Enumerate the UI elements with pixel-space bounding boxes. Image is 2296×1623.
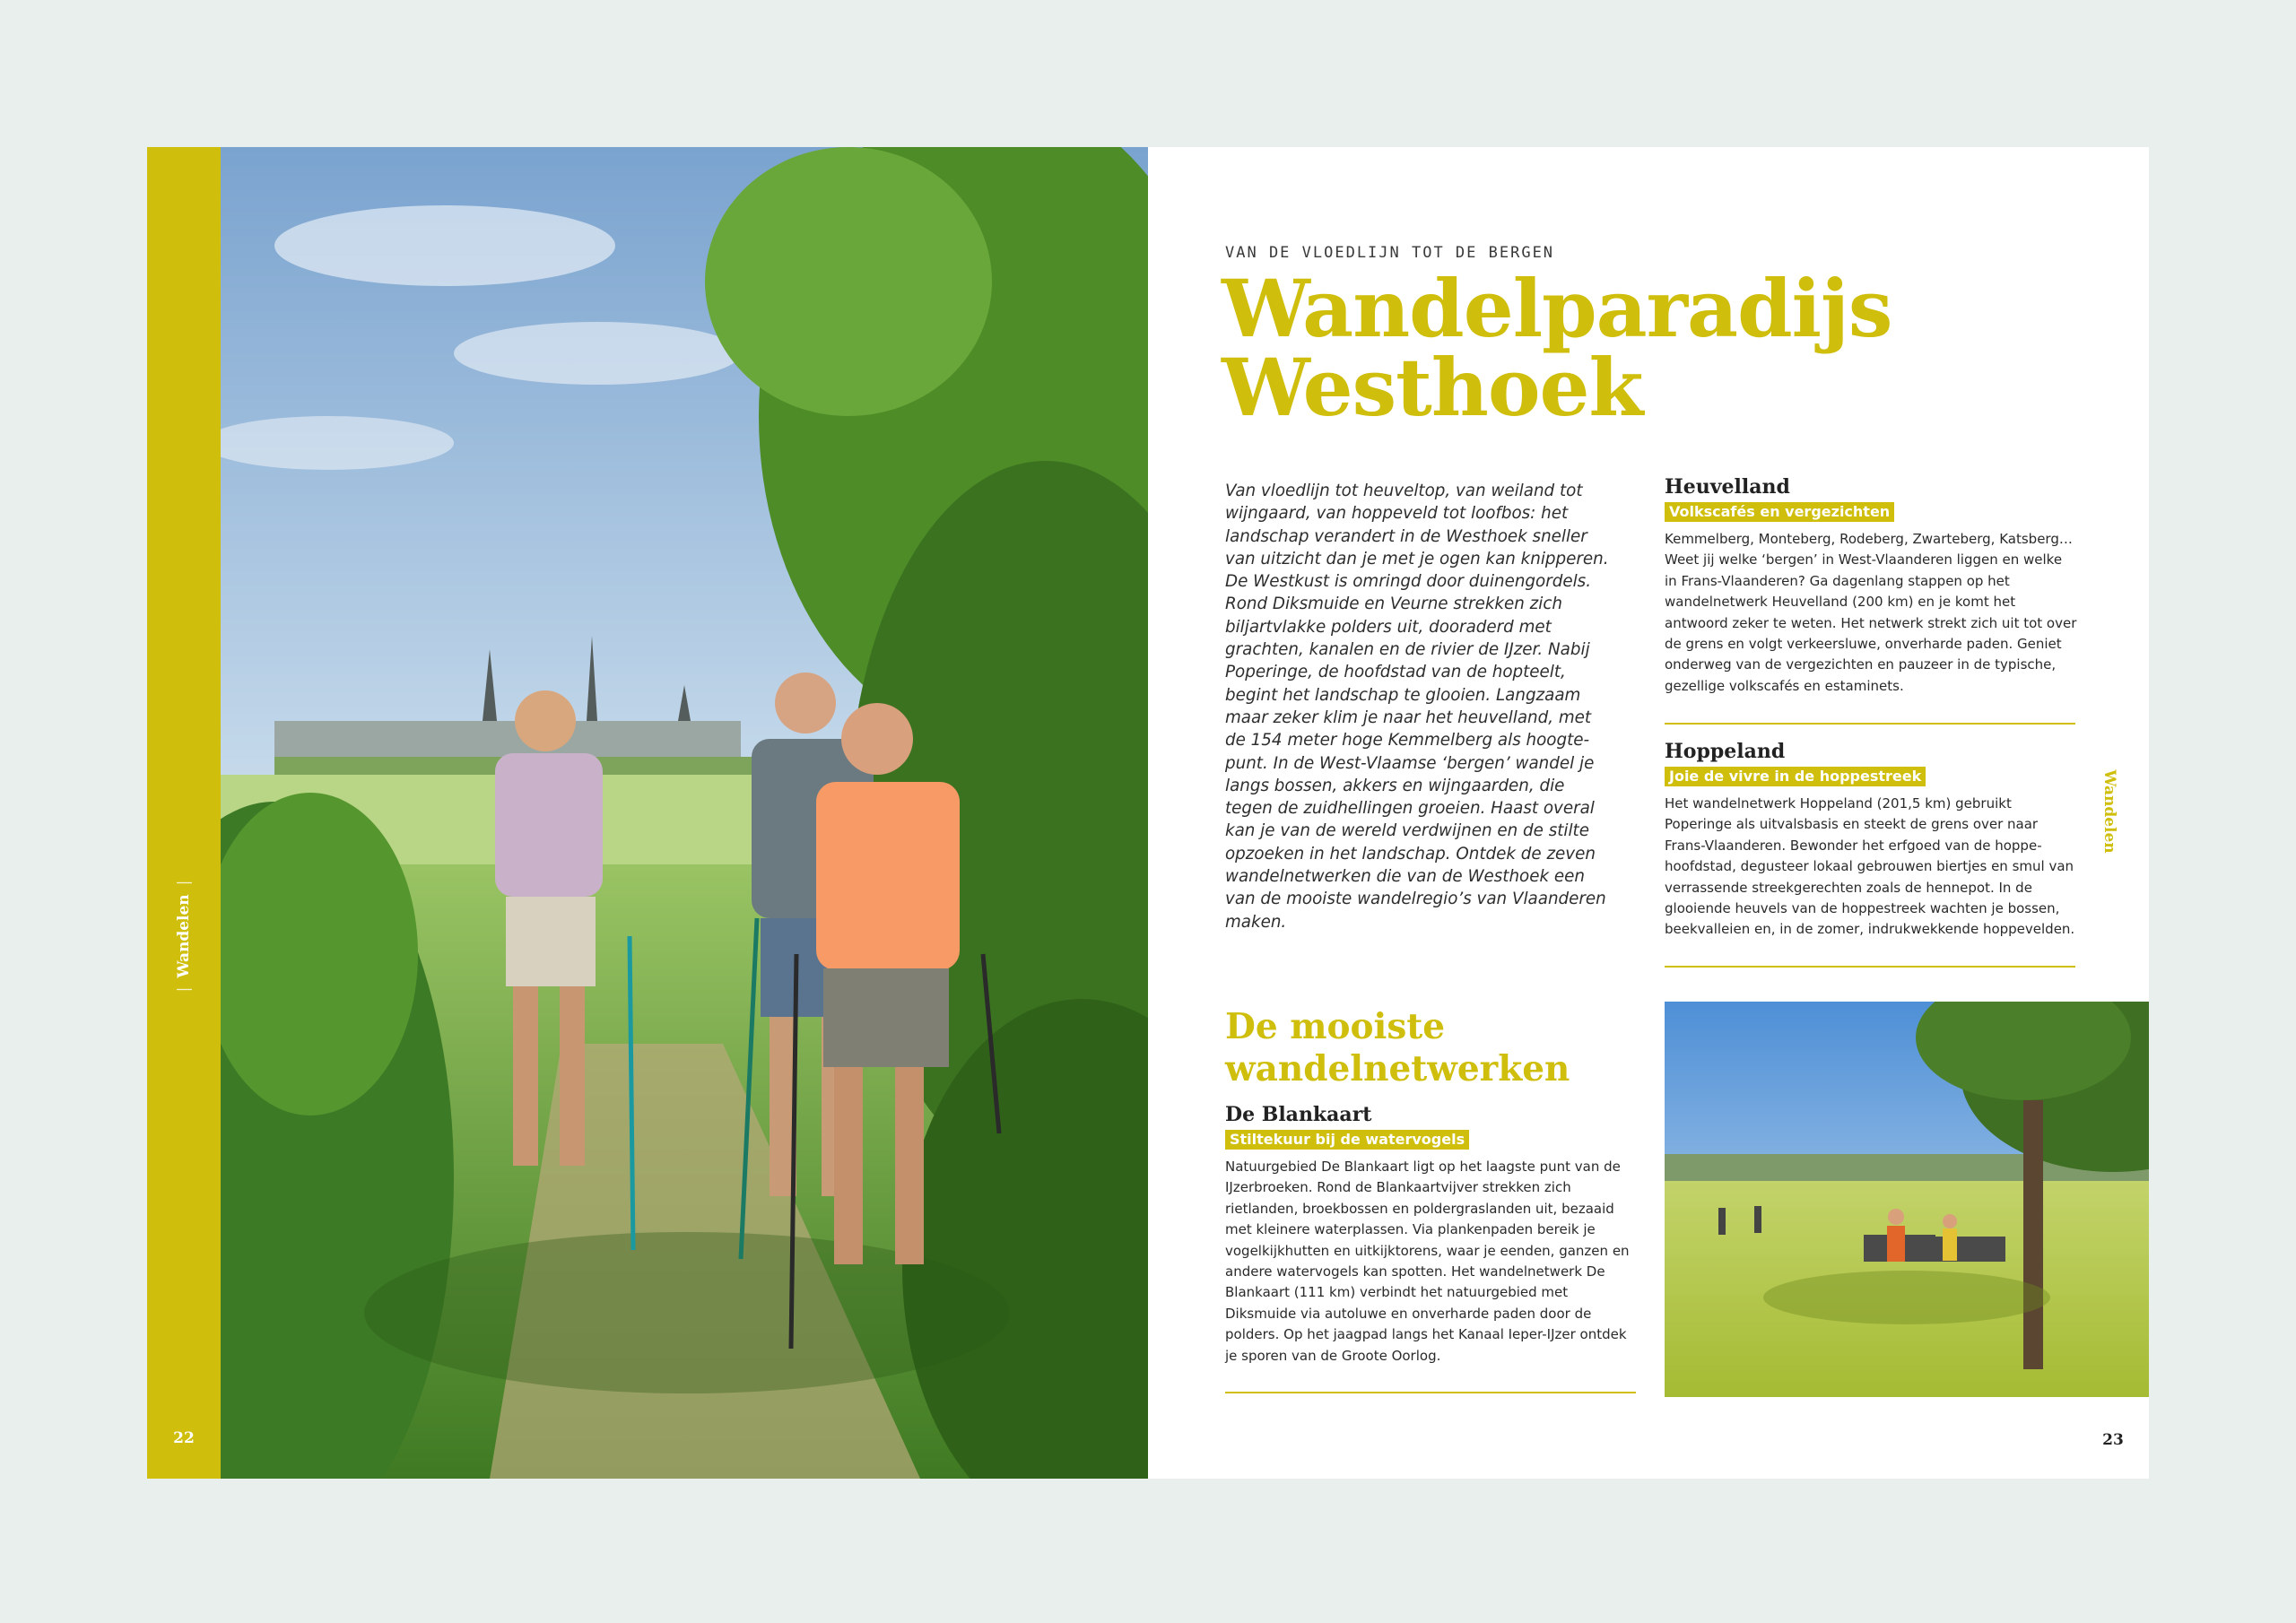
section-tab-left: |Wandelen| xyxy=(175,880,193,993)
page-number-right: 23 xyxy=(2102,1431,2124,1449)
blankaart-section xyxy=(1225,1103,1638,1367)
divider xyxy=(1665,723,2075,725)
left-page xyxy=(147,147,1148,1479)
section-tab-label: Wandelen xyxy=(175,894,193,978)
title-line-1: Wandelparadijs xyxy=(1222,262,1892,355)
section-heading-line-1: De mooiste xyxy=(1225,1006,1446,1047)
heuvelland-tagline: Volkscafés en vergezichten xyxy=(1665,502,1894,522)
hoppeland-section xyxy=(1665,740,2077,941)
heuvelland-section xyxy=(1665,475,2077,697)
section-heading xyxy=(1225,1006,1602,1090)
hoppeland-text: Het wandelnetwerk Hoppeland (201,5 km) gebruikt Poperinge als uitvalsbasis en steekt de grens over naar Frans-Vlaanderen. Bewonder het erfgoed van de hoppehoofdstad, degusteer lokaal gebrouwen biertjes en smul van verrassende streekgerechten zoals de hennepot. In de glooiende heuvels van de hoppestreek wachten je bossen, beekvalleien en, in de zomer, indrukwekkende hoppevelden. xyxy=(1665,795,2075,938)
section-tab-right: Wandelen xyxy=(2100,766,2118,856)
page-number-left: 22 xyxy=(173,1429,195,1447)
kicker: VAN DE VLOEDLIJN TOT DE BERGEN xyxy=(1225,244,1555,262)
viewpoint-photo xyxy=(1665,1002,2149,1397)
heuvelland-text: Kemmelberg, Monteberg, Rodeberg, Zwarteberg, Katsberg… Weet jij welke ‘bergen’ in West-Vlaanderen liggen en welke in Frans-Vlaanderen? Ga dagenlang stappen op het wandelnetwerk Heuvelland (200 km) en je komt het antwoord zeker te weten. Het netwerk strekt zich uit tot over de grens en volgt verkeersluwe, onverharde paden. Geniet onderweg van de vergezichten en pauzeer in de typische, gezellige volkscafés en estaminets. xyxy=(1665,531,2077,694)
divider xyxy=(1665,966,2075,968)
blankaart-title: De Blankaart xyxy=(1225,1103,1372,1126)
section-heading-line-2: wandelnetwerken xyxy=(1225,1048,1570,1089)
yellow-side-bar xyxy=(147,147,221,1479)
hikers-photo xyxy=(221,147,1148,1479)
hoppeland-tagline: Joie de vivre in de hoppestreek xyxy=(1665,767,1926,786)
heuvelland-title: Heuvelland xyxy=(1665,475,1790,499)
blankaart-text: Natuurgebied De Blankaart ligt op het laagste punt van de IJzerbroeken. Rond de Blankaartvijver strekken zich rietlanden, broekbossen en poldergraslanden uit, bezaaid met kleinere waterplassen. Via plankenpaden bereik je vogelkijkhutten en uitkijktorens, waar je eenden, ganzen en andere watervogels kan spotten. Het wandelnetwerk De Blankaart (111 km) verbindt het natuurgebied met Diksmuide via autoluwe en onverharde paden door de polders. Op het jaagpad langs het Kanaal Ieper-IJzer ontdek je sporen van de Groote Oorlog. xyxy=(1225,1159,1630,1364)
divider xyxy=(1225,1392,1636,1393)
page-title xyxy=(1222,262,2029,434)
intro-paragraph: Van vloedlijn tot heuveltop, van weiland tot wijngaard, van hoppeveld tot loofbos: het landschap verandert in de Westhoek sneller van uitzicht dan je met je ogen kan knipperen. De Westkust is omringd door duinengordels. Rond Diksmuide en Veurne strekken zich biljartvlakke polders uit, dooraderd met grachten, kanalen en de rivier de IJzer. Nabij Poperinge, de hoofdstad van de hopteelt, begint het landschap te glooien. Langzaam maar zeker klim je naar het heuvelland, met de 154 meter hoge Kemmelberg als hoogtepunt. In de West-Vlaamse ‘bergen’ wandel je langs bossen, akkers en wijngaarden, die tegen de zuidhellingen groeien. Haast overal kan je van de wereld verdwijnen en de stilte opzoeken in het landschap. Ontdek de zeven wandelnetwerken die van de Westhoek een van de mooiste wandelregio’s van Vlaanderen maken. xyxy=(1225,482,1609,932)
title-line-2: Westhoek xyxy=(1222,341,1643,434)
blankaart-tagline: Stiltekuur bij de watervogels xyxy=(1225,1130,1469,1150)
hoppeland-title: Hoppeland xyxy=(1665,740,1786,763)
